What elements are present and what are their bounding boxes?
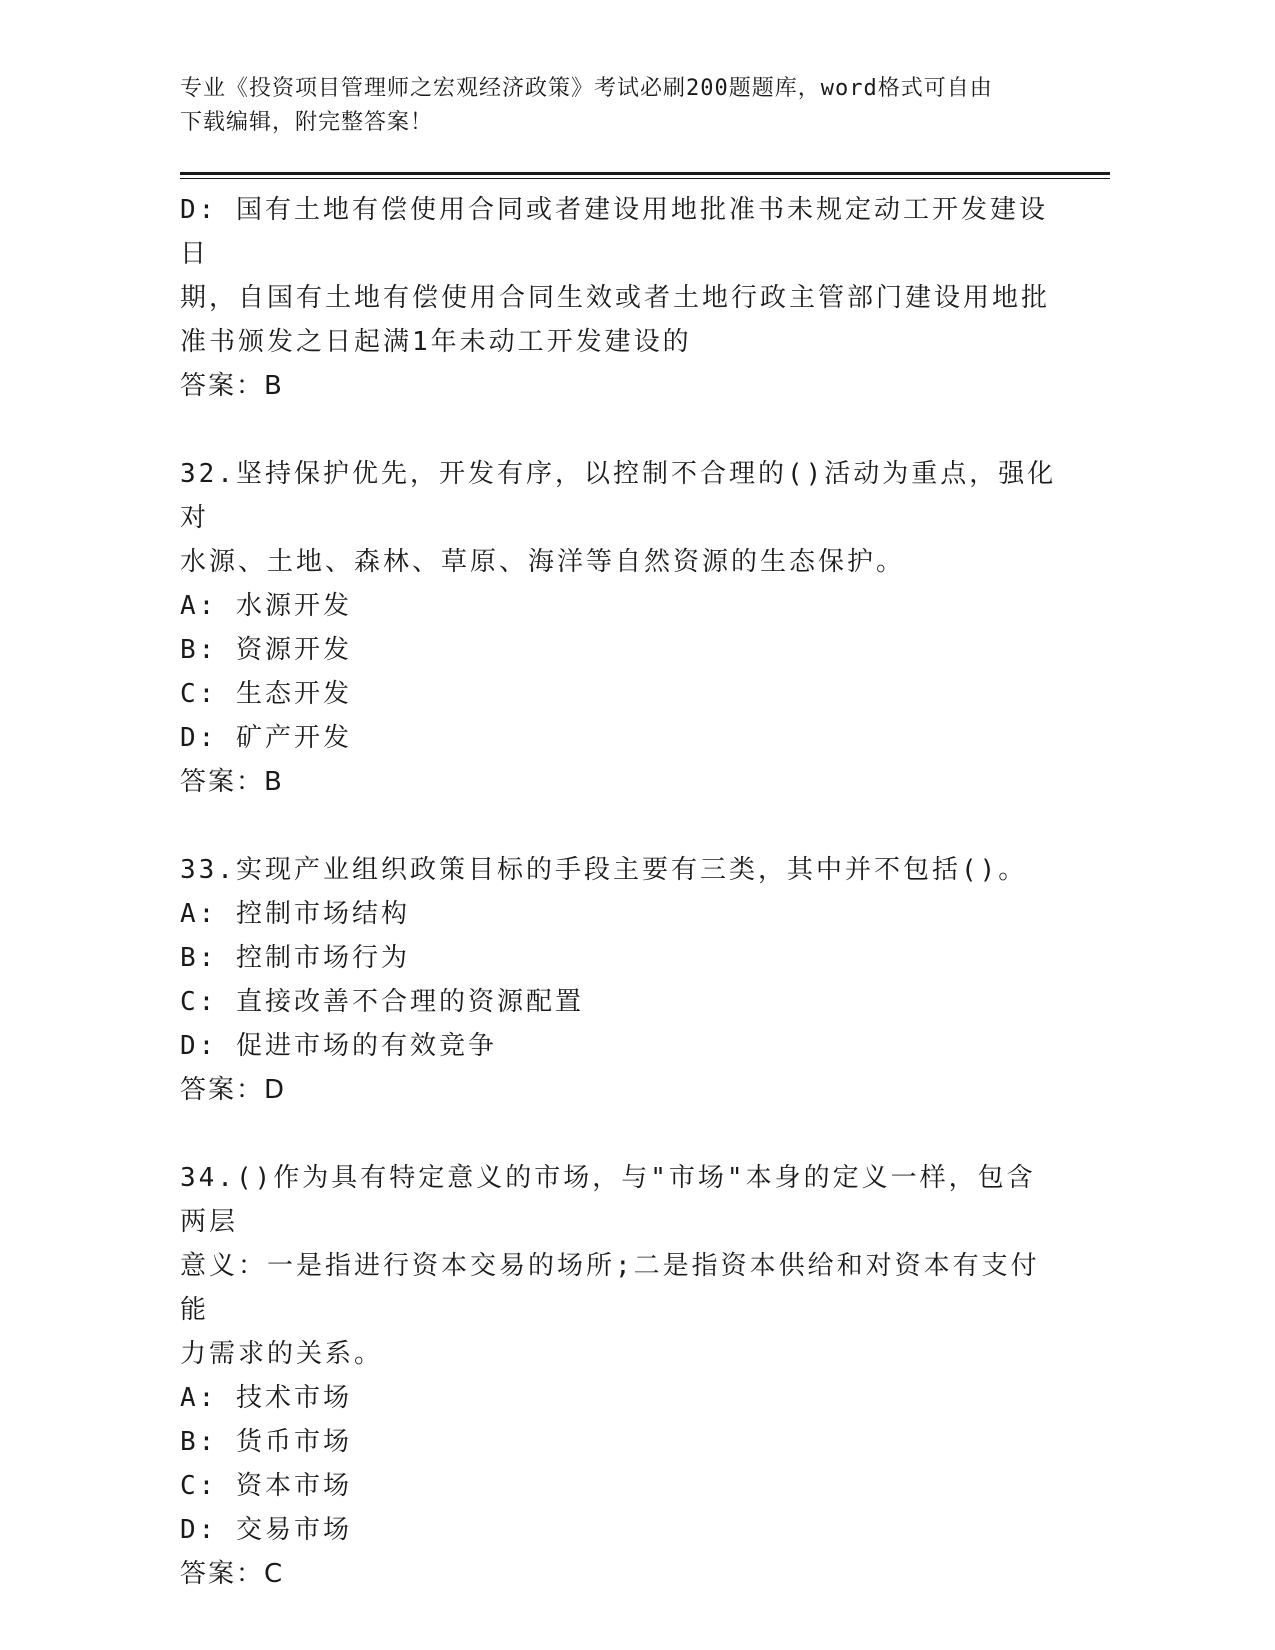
header-divider-thick (180, 172, 1110, 175)
option-a: A: 控制市场结构 (180, 899, 410, 929)
question-stem: 32.坚持保护优先，开发有序，以控制不合理的()活动为重点，强化对 (180, 459, 1057, 533)
question-stem: 意义：一是指进行资本交易的场所;二是指资本供给和对资本有支付能 (180, 1251, 1040, 1325)
answer-line: 答案：B (180, 371, 284, 401)
option-d: D: 交易市场 (180, 1515, 352, 1545)
option-d-line-2: 期，自国有土地有偿使用合同生效或者土地行政主管部门建设用地批 (180, 283, 1051, 313)
spacer (180, 1112, 1060, 1156)
option-b: B: 资源开发 (180, 635, 352, 665)
option-d: D: 矿产开发 (180, 723, 352, 753)
continued-question (180, 188, 1060, 408)
question-stem: 33.实现产业组织政策目标的手段主要有三类，其中并不包括()。 (180, 855, 1028, 885)
option-d: D: 促进市场的有效竞争 (180, 1031, 497, 1061)
option-b: B: 控制市场行为 (180, 943, 410, 973)
spacer (180, 804, 1060, 848)
option-a: A: 水源开发 (180, 591, 352, 621)
option-c: C: 直接改善不合理的资源配置 (180, 987, 584, 1017)
option-c: C: 生态开发 (180, 679, 352, 709)
option-d-line-1: D: 国有土地有偿使用合同或者建设用地批准书未规定动工开发建设日 (180, 195, 1048, 269)
option-b: B: 货币市场 (180, 1427, 352, 1457)
header-divider-thin (180, 178, 1110, 179)
answer-line: 答案：B (180, 767, 284, 797)
answer-line: 答案：C (180, 1559, 285, 1589)
header-line-1: 专业《投资项目管理师之宏观经济政策》考试必刷200题题库，word格式可自由 (180, 76, 993, 101)
header-line-2: 下载编辑，附完整答案！ (180, 110, 434, 135)
question-34 (180, 1156, 1060, 1596)
question-stem: 水源、土地、森林、草原、海洋等自然资源的生态保护。 (180, 547, 906, 577)
question-stem: 34.()作为具有特定意义的市场，与"市场"本身的定义一样，包含两层 (180, 1163, 1036, 1237)
question-33 (180, 848, 1060, 1112)
document-header (180, 72, 1060, 140)
answer-line: 答案：D (180, 1075, 287, 1105)
question-stem: 力需求的关系。 (180, 1339, 384, 1369)
option-a: A: 技术市场 (180, 1383, 352, 1413)
option-c: C: 资本市场 (180, 1471, 352, 1501)
option-d-line-3: 准书颁发之日起满1年未动工开发建设的 (180, 327, 692, 357)
spacer (180, 408, 1060, 452)
document-body (180, 188, 1060, 1596)
question-32 (180, 452, 1060, 804)
